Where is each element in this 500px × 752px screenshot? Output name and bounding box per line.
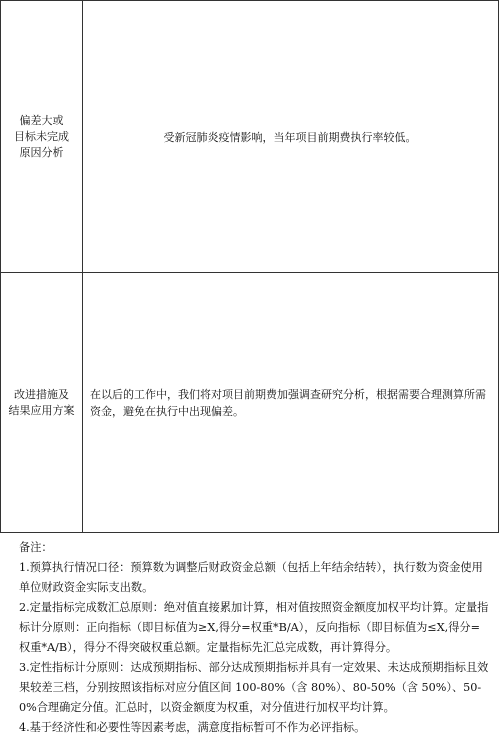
label-line: 目标未完成 xyxy=(14,130,69,143)
notes-heading: 备注： xyxy=(19,541,53,554)
label-line: 偏差大或 xyxy=(19,114,64,127)
row-content-improvement-plan xyxy=(84,273,498,533)
row-content-deviation-analysis xyxy=(84,1,498,273)
note-item-1: 1.预算执行情况口径：预算数为调整后财政资金总额（包括上年结余结转），执行数为资金使用单位财政资金实际支出数。 xyxy=(19,561,483,594)
table-row-deviation-analysis xyxy=(0,0,498,273)
improvement-plan-text: 在以后的工作中，我们将对项目前期费加强调查研究分析，根据需要合理测算所需资金，避免在执行中出现偏差。 xyxy=(90,388,486,418)
row-label-improvement-plan xyxy=(0,273,83,533)
note-item-3: 3.定性指标计分原则：达成预期指标、部分达成预期指标并具有一定效果、未达成预期指标且效果较差三档，分别按照该指标对应分值区间 100-80%（含 80%）、80-50%（含 50%）、50-0%合理确定分值。汇总时，以资金额度为权重，对分值进行加权平均计算。 xyxy=(19,661,489,714)
deviation-analysis-text: 受新冠肺炎疫情影响，当年项目前期费执行率较低。 xyxy=(163,130,417,144)
notes-section xyxy=(19,538,489,738)
table-row-improvement-plan xyxy=(0,272,498,533)
note-item-4: 4.基于经济性和必要性等因素考虑，满意度指标暂可不作为必评指标。 xyxy=(19,721,366,734)
label-line: 结果应用方案 xyxy=(8,404,75,417)
label-line: 改进措施及 xyxy=(14,388,69,401)
label-line: 原因分析 xyxy=(19,146,64,159)
row-label-deviation-analysis xyxy=(0,1,83,273)
note-item-2: 2.定量指标完成数汇总原则：绝对值直接累加计算，相对值按照资金额度加权平均计算。定量指标计分原则：正向指标（即目标值为≥X,得分=权重*B/A），反向指标（即目标值为≤X,得分=权重*A/B），得分不得突破权重总额。定量指标先汇总完成数，再计算得分。 xyxy=(19,601,489,654)
